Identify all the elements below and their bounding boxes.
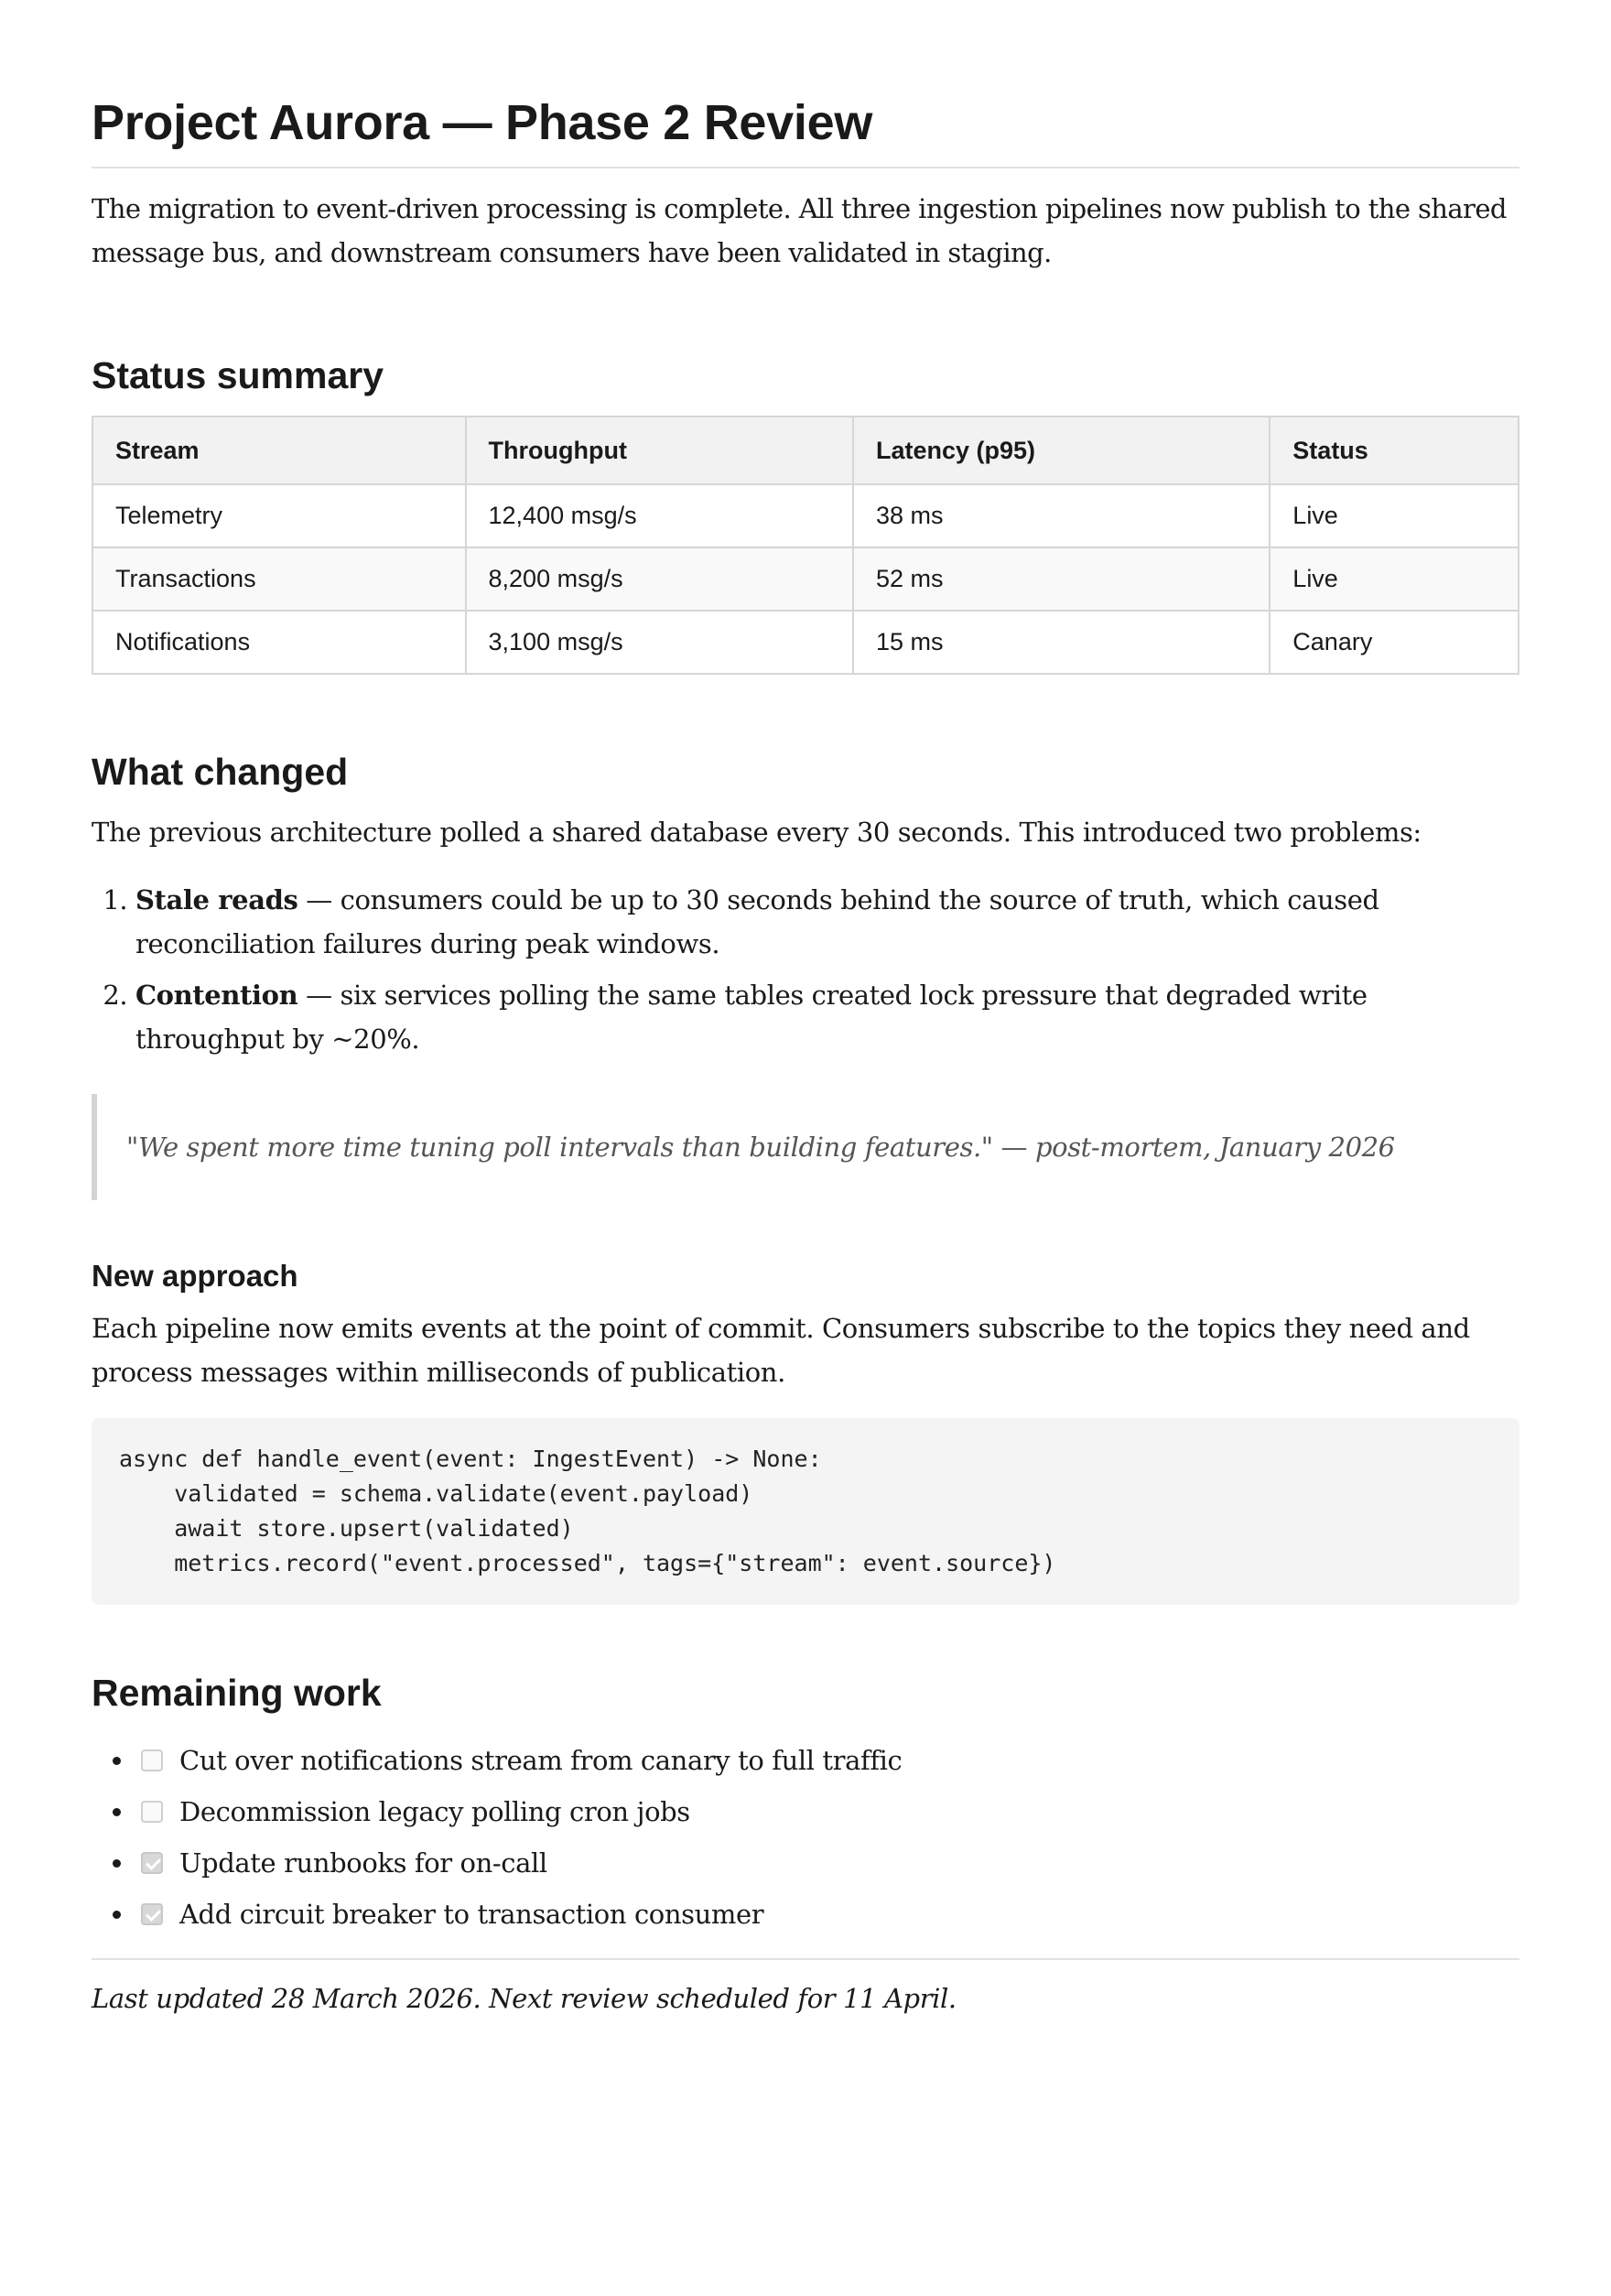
cell-throughput: 8,200 msg/s [466,547,853,611]
task-item [135,1889,1519,1940]
status-summary-heading: Status summary [92,354,384,396]
cell-stream: Transactions [92,547,466,611]
table-row [92,611,1519,674]
post-mortem-quote: "We spent more time tuning poll intervals than building features." — post-mortem, January 2026 [92,1094,1519,1200]
cell-status: Live [1270,484,1519,547]
checkbox-unchecked[interactable] [141,1749,163,1771]
task-list [92,1735,1519,1940]
task-label: Update runbooks for on-call [179,1847,547,1879]
list-item-term: Contention [135,980,298,1011]
checkbox-checked[interactable] [141,1903,163,1925]
checkbox-checked[interactable] [141,1852,163,1874]
task-item [135,1837,1519,1889]
column-header-latency: Latency (p95) [853,417,1270,484]
checkbox-unchecked[interactable] [141,1801,163,1823]
column-header-throughput: Throughput [466,417,853,484]
what-changed-heading: What changed [92,751,349,793]
footer-note: Last updated 28 March 2026. Next review scheduled for 11 April. [92,1983,957,2014]
list-item [135,878,1519,966]
table-row [92,547,1519,611]
task-item [135,1786,1519,1837]
page-title: Project Aurora — Phase 2 Review [92,92,1519,168]
table-row [92,484,1519,547]
remaining-work-heading: Remaining work [92,1672,382,1714]
new-approach-paragraph: Each pipeline now emits events at the point of commit. Consumers subscribe to the topics they need and process messages within milliseconds of publication. [92,1313,1470,1388]
what-changed-intro: The previous architecture polled a shared database every 30 seconds. This introduced two problems: [92,817,1422,848]
status-table [92,416,1519,675]
cell-latency: 15 ms [853,611,1270,674]
cell-latency: 38 ms [853,484,1270,547]
table-header-row [92,417,1519,484]
document-page [92,0,1519,2020]
list-item [135,973,1519,1061]
task-label: Decommission legacy polling cron jobs [179,1796,690,1827]
cell-status: Canary [1270,611,1519,674]
column-header-stream: Stream [92,417,466,484]
footer-divider [92,1958,1519,1960]
task-label: Cut over notifications stream from canary to full traffic [179,1745,903,1776]
task-item [135,1735,1519,1786]
cell-throughput: 3,100 msg/s [466,611,853,674]
list-item-term: Stale reads [135,884,298,915]
cell-latency: 52 ms [853,547,1270,611]
column-header-status: Status [1270,417,1519,484]
cell-status: Live [1270,547,1519,611]
cell-stream: Telemetry [92,484,466,547]
task-label: Add circuit breaker to transaction consumer [179,1899,764,1930]
cell-throughput: 12,400 msg/s [466,484,853,547]
intro-paragraph: The migration to event-driven processing is complete. All three ingestion pipelines now publish to the shared message bus, and downstream consumers have been validated in staging. [92,193,1507,268]
code-block: async def handle_event(event: IngestEvent) -> None: validated = schema.validate(event.payload) await store.upsert(validated) metrics.record("event.processed", tags={"stream": event.source}) [92,1418,1519,1605]
list-item-text: — consumers could be up to 30 seconds behind the source of truth, which caused reconciliation failures during peak windows. [135,884,1379,959]
new-approach-heading: New approach [92,1259,298,1293]
cell-stream: Notifications [92,611,466,674]
list-item-text: — six services polling the same tables created lock pressure that degraded write throughput by ~20%. [135,980,1368,1055]
problems-list [92,878,1519,1061]
